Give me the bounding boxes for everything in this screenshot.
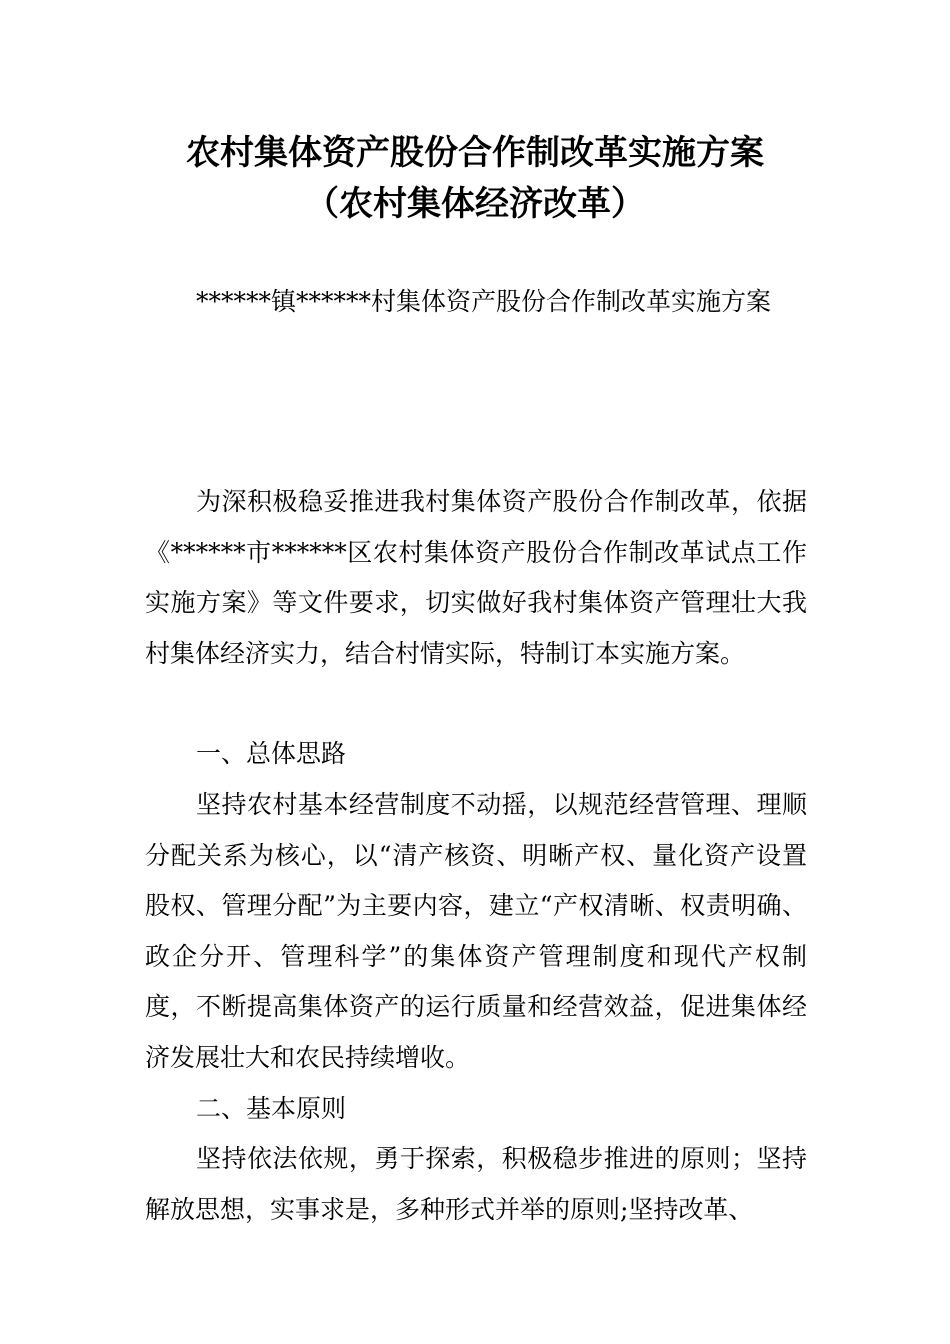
section-heading-basic-principles: 二、基本原则 [196, 1094, 347, 1123]
document-title-subline: （农村集体经济改革） [305, 184, 645, 224]
section-paragraph-basic-principles: 坚持依法依规，勇于探索，积极稳步推进的原则；坚持解放思想，实事求是，多种形式并举的原则;坚持改革、 [145, 1144, 807, 1224]
section-heading-overall-approach: 一、总体思路 [196, 739, 347, 768]
intro-paragraph: 为深积极稳妥推进我村集体资产股份合作制改革，依据《******市******区农村集体资产股份合作制改革试点工作实施方案》等文件要求，切实做好我村集体资产管理壮大我村集体经济实力，结合村情实际，特制订本实施方案。 [145, 487, 807, 668]
document-subtitle: ******镇******村集体资产股份合作制改革实施方案 [196, 287, 772, 316]
section-paragraph-overall-approach: 坚持农村基本经营制度不动摇，以规范经营管理、理顺分配关系为核心，以“清产核资、明晰产权、量化资产设置股权、管理分配”为主要内容，建立“产权清晰、权责明确、政企分开、管理科学”的集体资产管理制度和现代产权制度，不断提高集体资产的运行质量和经营效益，促进集体经济发展壮大和农民持续增收。 [145, 790, 807, 1072]
document-title: 农村集体资产股份合作制改革实施方案 [186, 133, 764, 173]
